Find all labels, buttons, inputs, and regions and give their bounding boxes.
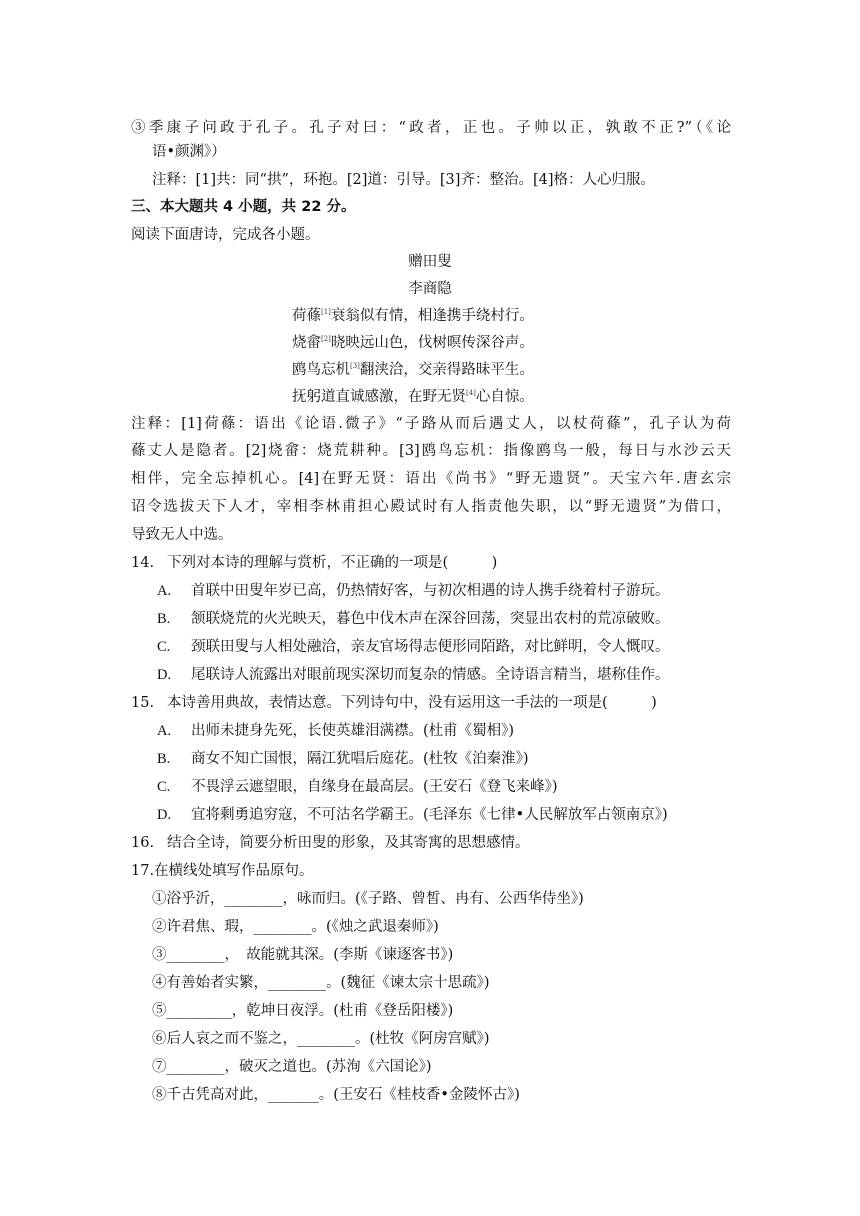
question-17-item-8: ⑧千古凭高对此，_______。(王安石《桂枝香•金陵怀古》) — [152, 1087, 520, 1103]
question-14-option-d: D. 尾联诗人流露出对眼前现实深切而复杂的情感。全诗语言精当，堪称佳作。 — [157, 667, 670, 683]
question-15-stem: 15. 本诗善用典故，表情达意。下列诗句中，没有运用这一手法的一项是( ) — [131, 695, 657, 711]
analects-item-line-1: ③季康子问政于孔子。孔子对曰：“政者，正也。子帅以正，孰敢不正?”（《论 — [131, 120, 731, 136]
question-17-item-6: ⑥后人哀之而不鉴之，________。(杜牧《阿房宫赋》) — [152, 1031, 490, 1047]
question-17-stem: 17.在横线处填写作品原句。 — [131, 863, 314, 879]
question-number: 15. — [131, 695, 155, 711]
poem-line-4: 抚躬道直诚感激，在野无贤[4]心自惊。 — [292, 389, 534, 405]
poem-author: 李商隐 — [408, 281, 452, 297]
poem-line-3: 鸥鸟忘机[3]翻浃洽，交亲得路昧平生。 — [292, 362, 534, 378]
poem-note-line-1: 注释：[1]荷蓧：语出《论语.微子》“子路从而后遇丈人，以杖荷蓧”，孔子认为荷 — [131, 416, 731, 432]
analects-note: 注释：[1]共：同“拱”，环抱。[2]道：引导。[3]齐：整治。[4]格：人心归服。 — [152, 172, 655, 188]
footnote-mark: [2] — [321, 335, 331, 343]
question-15-option-a: A. 出师未捷身先死，长使英雄泪满襟。(杜甫《蜀相》) — [157, 723, 515, 739]
footnote-mark: [3] — [350, 362, 360, 370]
question-15-option-b: B. 商女不知亡国恨，隔江犹唱后庭花。(杜牧《泊秦淮》) — [157, 751, 529, 767]
question-14-option-b: B. 颔联烧荒的火光映天，暮色中伐木声在深谷回荡，突显出农村的荒凉破败。 — [157, 611, 670, 627]
question-17-item-5: ⑤_________，乾坤日夜浮。(杜甫《登岳阳楼》) — [152, 1003, 454, 1019]
question-17-item-1: ①浴乎沂，________，咏而归。(《子路、曾皙、冉有、公西华侍坐》) — [152, 891, 584, 907]
question-number: 14. — [131, 555, 155, 571]
analects-item-line-2: 语•颜渊》） — [152, 144, 226, 160]
question-14-stem: 14. 下列对本诗的理解与赏析，不正确的一项是( ) — [131, 555, 498, 571]
section-three-heading: 三、本大题共 4 小题，共 22 分。 — [131, 199, 356, 215]
poem-note-line-4: 诏令选拔天下人才，宰相李林甫担心殿试时有人指责他失职，以“野无遗贤”为借口， — [131, 499, 731, 515]
question-14-option-a: A. 首联中田叟年岁已高，仍热情好客，与初次相遇的诗人携手绕着村子游玩。 — [157, 583, 670, 599]
poem-note-line-5: 导致无人中选。 — [131, 527, 233, 543]
question-15-option-d: D. 宜将剩勇追穷寇，不可沽名学霸王。(毛泽东《七律•人民解放军占领南京》) — [157, 807, 668, 823]
question-number: 16. — [131, 835, 155, 851]
question-17-item-4: ④有善始者实繁，________。(魏征《谏太宗十思疏》) — [152, 975, 490, 991]
question-15-option-c: C. 不畏浮云遮望眼，自缘身在最高层。(王安石《登飞来峰》) — [157, 779, 558, 795]
question-17-item-3: ③________， 故能就其深。(李斯《谏逐客书》) — [152, 947, 454, 963]
footnote-mark: [1] — [321, 308, 331, 316]
question-14-option-c: C. 颈联田叟与人相处融洽，亲友官场得志便形同陌路，对比鲜明，令人慨叹。 — [157, 639, 670, 655]
footnote-mark: [4] — [466, 389, 476, 397]
poem-line-1: 荷蓧[1]衰翁似有情，相逢携手绕村行。 — [292, 308, 534, 324]
question-17-item-2: ②许君焦、瑕，________。(《烛之武退秦师》) — [152, 919, 439, 935]
section-three-instruction: 阅读下面唐诗，完成各小题。 — [131, 227, 320, 243]
question-17-item-7: ⑦________，破灭之道也。(苏洵《六国论》) — [152, 1059, 432, 1075]
poem-note-line-3: 相伴，完全忘掉机心。[4]在野无贤：语出《尚书》“野无遗贤”。天宝六年.唐玄宗 — [131, 471, 731, 487]
poem-title: 赠田叟 — [408, 254, 452, 270]
poem-note-line-2: 蓧丈人是隐者。[2]烧畲：烧荒耕种。[3]鸥鸟忘机：指像鸥鸟一般，每日与水沙云天 — [131, 443, 731, 459]
question-16-stem: 16. 结合全诗，简要分析田叟的形象，及其寄寓的思想感情。 — [131, 835, 530, 851]
poem-line-2: 烧畲[2]晓映远山色，伐树暝传深谷声。 — [292, 335, 534, 351]
